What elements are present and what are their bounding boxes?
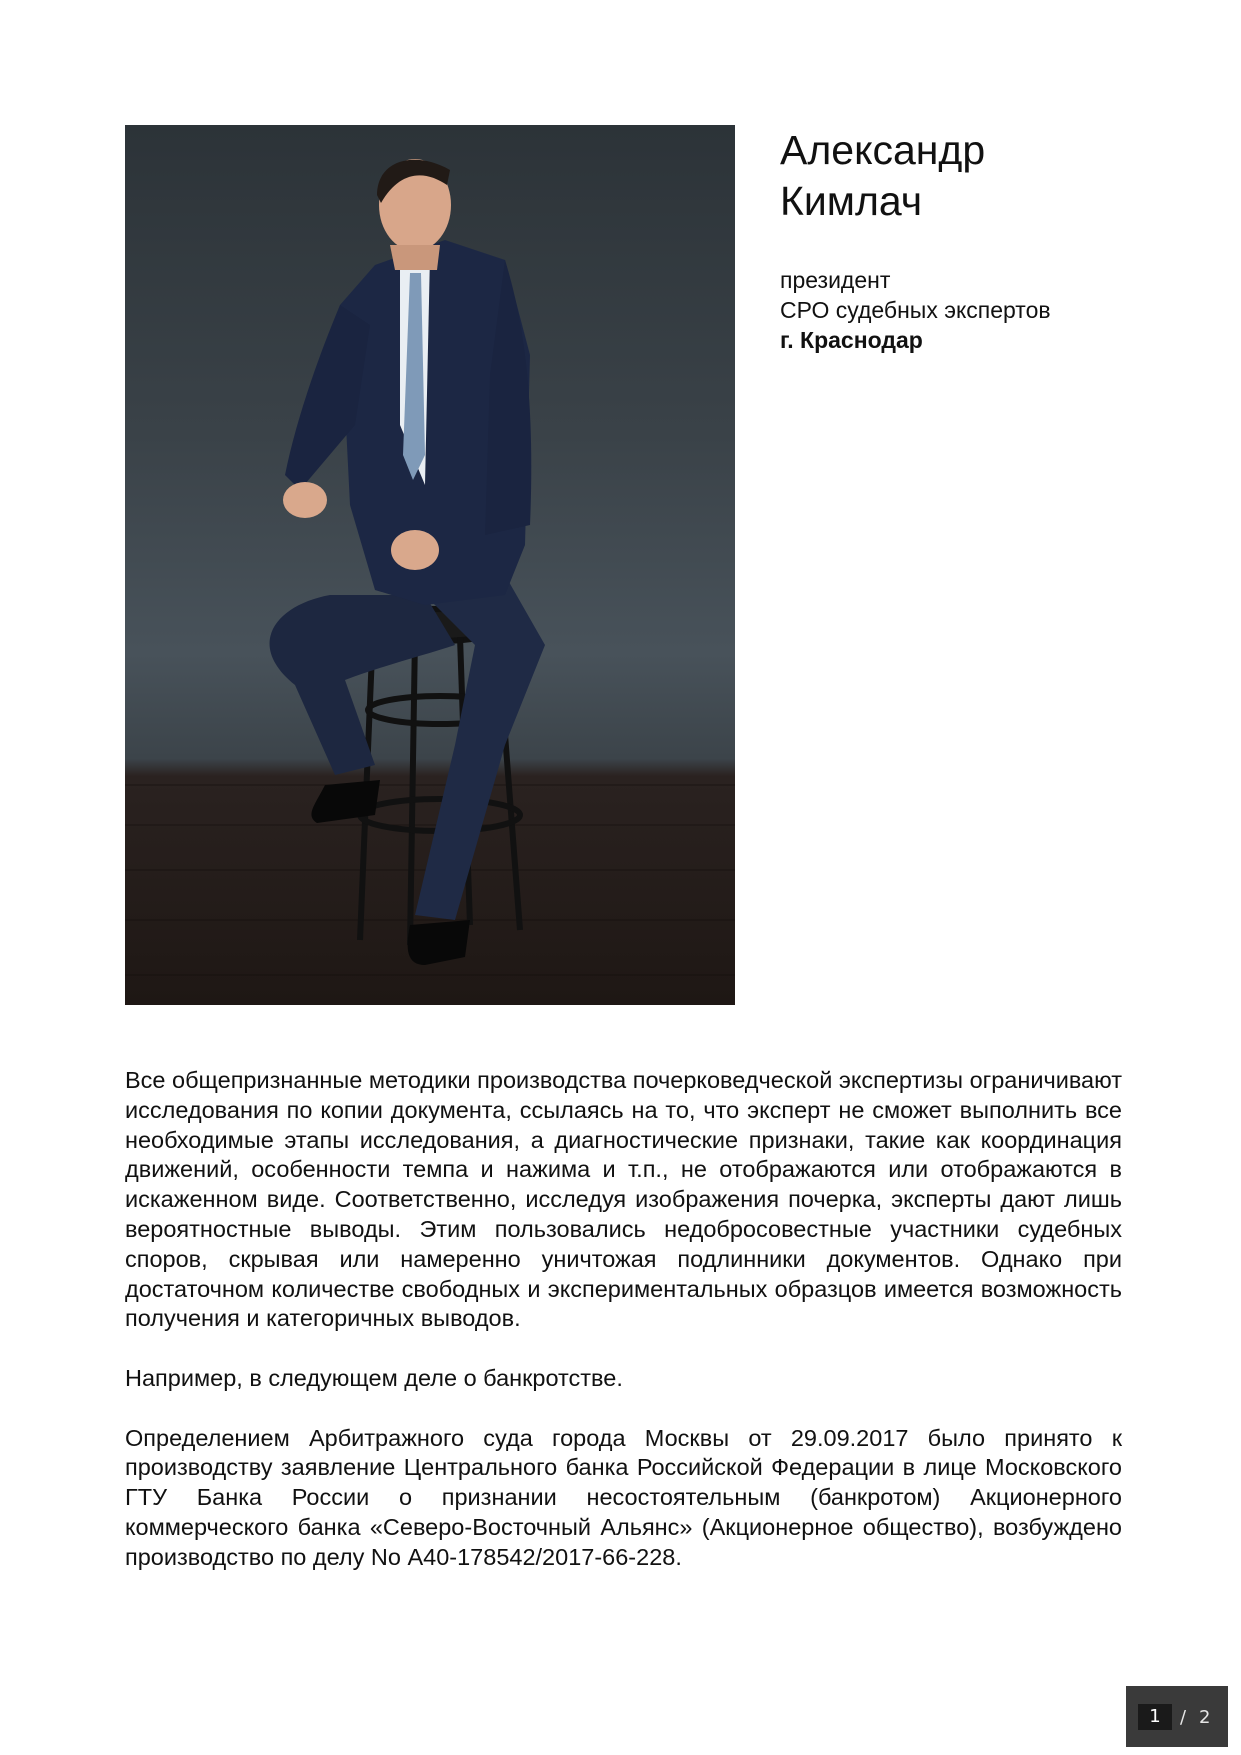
- author-block: [780, 125, 1200, 355]
- total-pages: 2: [1199, 1707, 1211, 1728]
- current-page-input[interactable]: 1: [1138, 1704, 1172, 1730]
- author-organization: СРО судебных экспертов: [780, 297, 1051, 323]
- article-body: [125, 1066, 1122, 1602]
- page-indicator: [1126, 1686, 1228, 1747]
- author-position: президент: [780, 267, 891, 293]
- author-last-name: Кимлач: [780, 178, 923, 224]
- paragraph: Определением Арбитражного суда города Москвы от 29.09.2017 было принято к производству заявление Центрального банка Российской Федерации в лице Московского ГТУ Банка России о признании несостоятельным (банкротом) Акционерного коммерческого банка «Северо-Восточный Альянс» (Акционерное общество), возбуждено производство по делу No А40-178542/2017-66-228.: [125, 1424, 1122, 1570]
- author-city: г. Краснодар: [780, 327, 923, 353]
- author-first-name: Александр: [780, 127, 986, 173]
- paragraph: Все общепризнанные методики производства почерковедческой экспертизы ограничивают исследования по копии документа, ссылаясь на то, что эксперт не сможет выполнить все необходимые этапы исследования, а диагностические признаки, такие как координация движений, особенности темпа и нажима и т.п., не отображаются или отображаются в искаженном виде. Соответственно, исследуя изображения почерка, эксперты дают лишь вероятностные выводы. Этим пользовались недобросовестные участники судебных споров, скрывая или намеренно уничтожая подлинники документов. Однако при достаточном количестве свободных и экспериментальных образцов имеется возможность получения и категоричных выводов.: [125, 1067, 1122, 1332]
- author-role: [780, 265, 1200, 355]
- page-separator: /: [1180, 1707, 1187, 1728]
- paragraph: Например, в следующем деле о банкротстве.: [125, 1364, 623, 1391]
- author-photo: [125, 125, 735, 1005]
- author-name: [780, 125, 1200, 227]
